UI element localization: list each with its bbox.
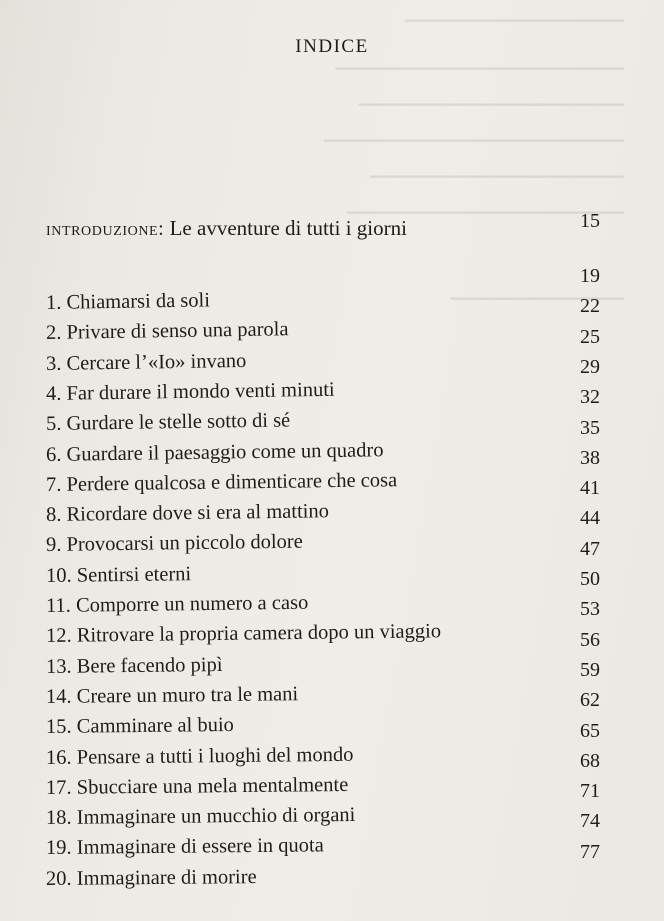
toc-entry-title: Guardare il paesaggio come un quadro xyxy=(66,438,384,466)
toc-entry xyxy=(46,466,586,496)
toc-entry-page-number: 22 xyxy=(580,295,600,318)
toc-entry-title: Immaginare un mucchio di organi xyxy=(76,804,356,829)
toc-entry-page-number: 35 xyxy=(580,416,600,439)
toc-entry xyxy=(46,284,586,315)
toc-entry-title: Sbucciare una mela mentalmente xyxy=(76,773,349,799)
toc-entry-page-number: 29 xyxy=(580,355,600,378)
toc-entry-number: 18. xyxy=(45,806,72,830)
toc-entry-title: Far durare il mondo venti minuti xyxy=(66,378,335,405)
introduction-text: Le avventure di tutti i giorni xyxy=(169,216,407,240)
toc-introduction xyxy=(46,216,586,241)
toc-entry-number: 13. xyxy=(45,655,72,678)
toc-entry-page-number: 50 xyxy=(580,568,600,590)
toc-entry-page-number: 59 xyxy=(580,658,600,681)
toc-entry xyxy=(46,771,586,799)
toc-entry xyxy=(46,375,586,406)
toc-entry-page-number: 71 xyxy=(580,780,600,803)
toc-entry-number: 4. xyxy=(45,382,62,405)
toc-entry-number: 17. xyxy=(45,776,72,799)
toc-entry-title: Camminare al buio xyxy=(76,714,234,738)
introduction-page-number: 15 xyxy=(580,210,600,232)
toc-entry-page-number: 38 xyxy=(580,446,600,469)
toc-entry-page-number: 47 xyxy=(580,537,600,560)
toc-entry-number: 16. xyxy=(45,746,72,769)
toc-entry-title: Immaginare di morire xyxy=(76,865,257,890)
toc-entry-page-number: 56 xyxy=(580,628,600,651)
toc-entry-title: Gurdare le stelle sotto di sé xyxy=(66,409,291,435)
toc-entry-page-number: 44 xyxy=(580,507,600,530)
toc-entry-page-number: 62 xyxy=(580,689,600,712)
toc-entry xyxy=(46,344,586,375)
toc-entry-number: 6. xyxy=(45,443,62,466)
toc-entry-title: Sentirsi eterni xyxy=(76,562,192,587)
toc-entry xyxy=(46,680,586,709)
toc-entry xyxy=(46,863,586,891)
toc-entry-number: 10. xyxy=(45,564,72,587)
toc-entry-number: 12. xyxy=(45,624,72,648)
toc-entry-number: 19. xyxy=(45,837,72,860)
toc-entry-number: 9. xyxy=(45,534,62,557)
toc-entry-number: 8. xyxy=(45,503,62,527)
toc-entry-title: Chiamarsi da soli xyxy=(66,289,211,314)
toc-entry xyxy=(46,405,586,436)
toc-entry-number: 20. xyxy=(45,867,72,890)
toc-entry-number: 11. xyxy=(45,594,72,617)
toc-entry xyxy=(46,314,586,345)
toc-entry-title: Ritrovare la propria camera dopo un viaggio xyxy=(76,620,442,647)
toc-entry-page-number: 25 xyxy=(580,325,600,348)
toc-entry-title: Pensare a tutti i luoghi del mondo xyxy=(76,743,354,769)
toc-entry xyxy=(46,436,586,467)
toc-entry-page-number: 74 xyxy=(580,810,600,833)
toc-entry-number: 1. xyxy=(45,291,62,314)
toc-entry-title: Provocarsi un piccolo dolore xyxy=(66,531,303,557)
toc-entry-title: Cercare l’«Io» invano xyxy=(66,349,247,375)
toc-entry xyxy=(46,832,586,860)
toc-entry-number: 7. xyxy=(45,473,62,496)
toc-entry-number: 14. xyxy=(45,685,72,708)
toc-entry-title: Comporre un numero a caso xyxy=(75,591,309,617)
toc-entry-number: 2. xyxy=(45,322,62,345)
page-title: INDICE xyxy=(295,36,369,57)
toc-entry-title: Ricordare dove si era al mattino xyxy=(66,500,330,526)
toc-entry-page-number: 41 xyxy=(580,477,600,500)
toc-entry-title: Creare un muro tra le mani xyxy=(76,683,299,708)
toc-entry xyxy=(46,619,586,648)
toc-entry-number: 3. xyxy=(45,352,62,375)
toc-entry-page-number: 53 xyxy=(580,598,600,621)
toc-entry xyxy=(46,588,586,618)
show-through-texture: ▁▁▁▁▁▁▁▁▁▁▁▁▁▁▁▁▁▁▁ ▁▁▁▁▁▁▁▁▁▁▁▁▁▁▁▁▁▁▁▁▁▁▁▁▁ ▁▁▁▁▁▁▁▁▁▁▁▁▁▁▁▁▁▁▁▁▁▁▁ ▁▁▁▁▁▁▁▁▁▁▁▁▁▁▁▁▁▁▁▁▁▁▁▁▁▁ ▁▁▁▁▁▁▁▁▁▁▁▁▁▁▁▁▁▁▁▁▁▁ ▁▁▁▁▁▁▁▁▁▁▁▁▁▁▁▁▁▁▁▁▁▁▁▁ ▁▁▁▁▁▁▁▁▁▁▁▁▁▁▁ xyxy=(324,4,624,300)
toc-entry xyxy=(46,649,586,678)
toc-entry-title: Perdere qualcosa e dimenticare che cosa xyxy=(66,469,398,496)
toc-entry-title: Privare di senso una parola xyxy=(66,318,289,344)
toc-entry-title: Bere facendo pipì xyxy=(76,653,223,678)
introduction-label: introduzione: xyxy=(46,218,165,240)
toc-entry xyxy=(46,710,586,739)
toc-entry-page-number: 77 xyxy=(580,840,600,863)
toc-entry xyxy=(46,527,586,557)
toc-entry-page-number: 19 xyxy=(580,265,600,287)
toc-entry-title: Immaginare di essere in quota xyxy=(76,834,324,860)
toc-entry xyxy=(46,802,586,830)
toc-entry-page-number: 65 xyxy=(580,719,600,742)
toc-entry-page-number: 68 xyxy=(580,749,600,772)
toc-entry xyxy=(46,741,586,770)
toc-entry-number: 15. xyxy=(45,715,72,739)
toc-entry xyxy=(46,558,586,588)
toc-entry xyxy=(46,497,586,527)
toc-entry-number: 5. xyxy=(45,412,62,436)
toc-entry-page-number: 32 xyxy=(580,386,600,409)
